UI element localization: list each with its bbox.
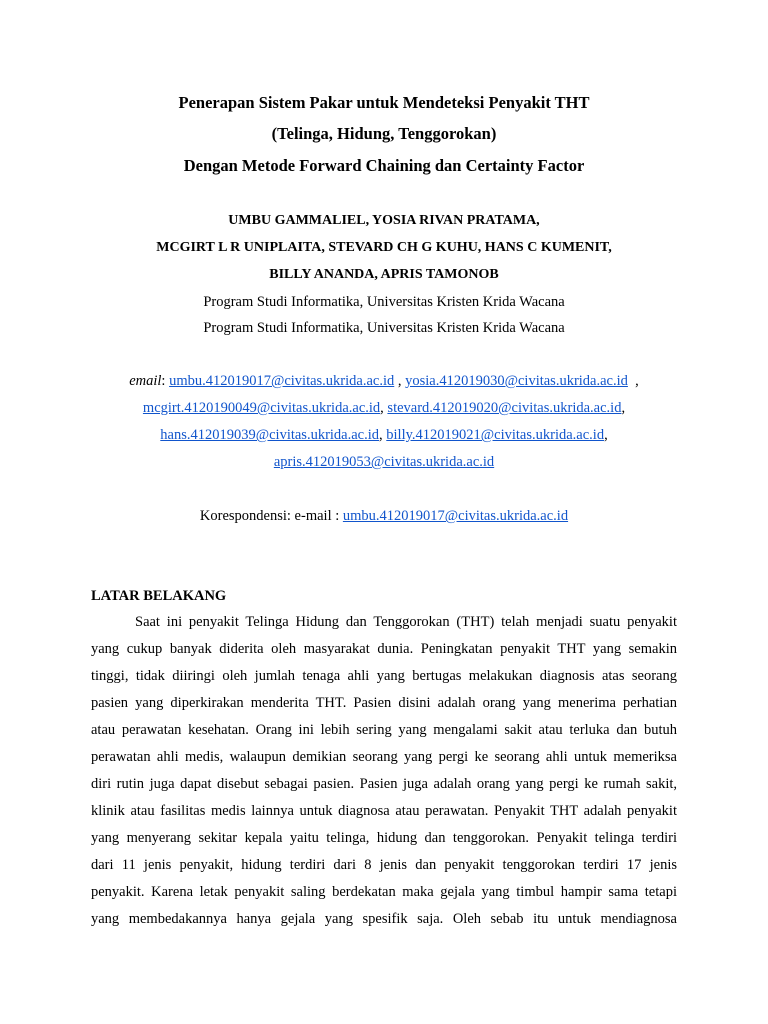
- email-line-2: mcgirt.4120190049@civitas.ukrida.ac.id, stevard.412019020@civitas.ukrida.ac.id,: [142, 400, 626, 416]
- authors-line-2: MCGIRT L R UNIPLAITA, STEVARD CH G KUHU, HANS C KUMENIT,: [156, 240, 612, 255]
- body-line-1: Saat ini penyakit Telinga Hidung dan Tenggorokan (THT) telah menjadi suatu penyakit: [135, 614, 677, 630]
- correspondence-email-link[interactable]: umbu.412019017@civitas.ukrida.ac.id: [342, 508, 569, 524]
- body-line-3: tinggi, tidak diiringi oleh jumlah tenaga ahli yang bertugas melakukan diagnosis atas seorang: [91, 668, 677, 684]
- paper-title-line-1: Penerapan Sistem Pakar untuk Mendeteksi Penyakit THT: [178, 93, 590, 112]
- body-line-9: yang menyerang sekitar kepala yaitu telinga, hidung dan tenggorokan. Penyakit telinga terdiri: [91, 830, 677, 846]
- affiliation-1: Program Studi Informatika, Universitas Kristen Krida Wacana: [203, 294, 565, 310]
- paper-title-line-2: (Telinga, Hidung, Tenggorokan): [271, 124, 497, 143]
- email-link-mcgirt[interactable]: mcgirt.4120190049@civitas.ukrida.ac.id: [142, 400, 381, 416]
- body-line-7: diri rutin juga dapat disebut sebagai pasien. Pasien juga adalah orang yang pergi ke rumah sakit,: [91, 776, 677, 792]
- section-heading: LATAR BELAKANG: [91, 588, 227, 604]
- body-line-11: penyakit. Karena letak penyakit saling berdekatan maka gejala yang timbul hampir sama tetapi: [91, 884, 677, 900]
- body-line-8: klinik atau fasilitas medis lainnya untuk diagnosa atau perawatan. Penyakit THT adalah penyakit: [91, 803, 677, 819]
- body-line-6: perawatan ahli medis, walaupun demikian seorang yang pergi ke seorang ahli untuk memeriksa: [91, 749, 677, 765]
- body-line-4: pasien yang diperkirakan menderita THT. Pasien disini adalah orang yang menerima perhatian: [91, 695, 677, 711]
- email-label: email: [129, 373, 162, 389]
- email-line-3: hans.412019039@civitas.ukrida.ac.id, billy.412019021@civitas.ukrida.ac.id,: [160, 427, 608, 443]
- email-link-stevard[interactable]: stevard.412019020@civitas.ukrida.ac.id: [387, 400, 622, 416]
- email-line-1: email: umbu.412019017@civitas.ukrida.ac.id , yosia.412019030@civitas.ukrida.ac.id ,: [129, 373, 639, 389]
- email-link-apris[interactable]: apris.412019053@civitas.ukrida.ac.id: [273, 454, 495, 470]
- email-link-hans[interactable]: hans.412019039@civitas.ukrida.ac.id: [160, 427, 380, 443]
- authors-line-3: BILLY ANANDA, APRIS TAMONOB: [269, 267, 499, 282]
- email-link-umbu[interactable]: umbu.412019017@civitas.ukrida.ac.id: [169, 373, 395, 389]
- email-link-billy[interactable]: billy.412019021@civitas.ukrida.ac.id: [386, 427, 605, 443]
- email-line-4: [60, 454, 708, 471]
- body-line-2: yang cukup banyak diderita oleh masyarakat dunia. Peningkatan penyakit THT yang semakin: [91, 641, 677, 657]
- body-line-12: yang membedakannya hanya gejala yang spesifik saja. Oleh sebab itu untuk mendiagnosa: [91, 911, 677, 927]
- correspondence-label: Korespondensi: e-mail :: [199, 508, 340, 524]
- body-line-10: dari 11 jenis penyakit, hidung terdiri dari 8 jenis dan penyakit tenggorokan terdiri 17 jenis: [91, 857, 677, 873]
- paper-title-line-3: Dengan Metode Forward Chaining dan Certainty Factor: [183, 156, 585, 175]
- correspondence-line: [60, 508, 708, 525]
- affiliation-2: Program Studi Informatika, Universitas Kristen Krida Wacana: [203, 320, 565, 336]
- body-line-5: atau perawatan kesehatan. Orang ini lebih sering yang mengalami sakit atau terluka dan butuh: [91, 722, 677, 738]
- email-link-yosia[interactable]: yosia.412019030@civitas.ukrida.ac.id: [405, 373, 628, 389]
- authors-line-1: UMBU GAMMALIEL, YOSIA RIVAN PRATAMA,: [228, 213, 540, 228]
